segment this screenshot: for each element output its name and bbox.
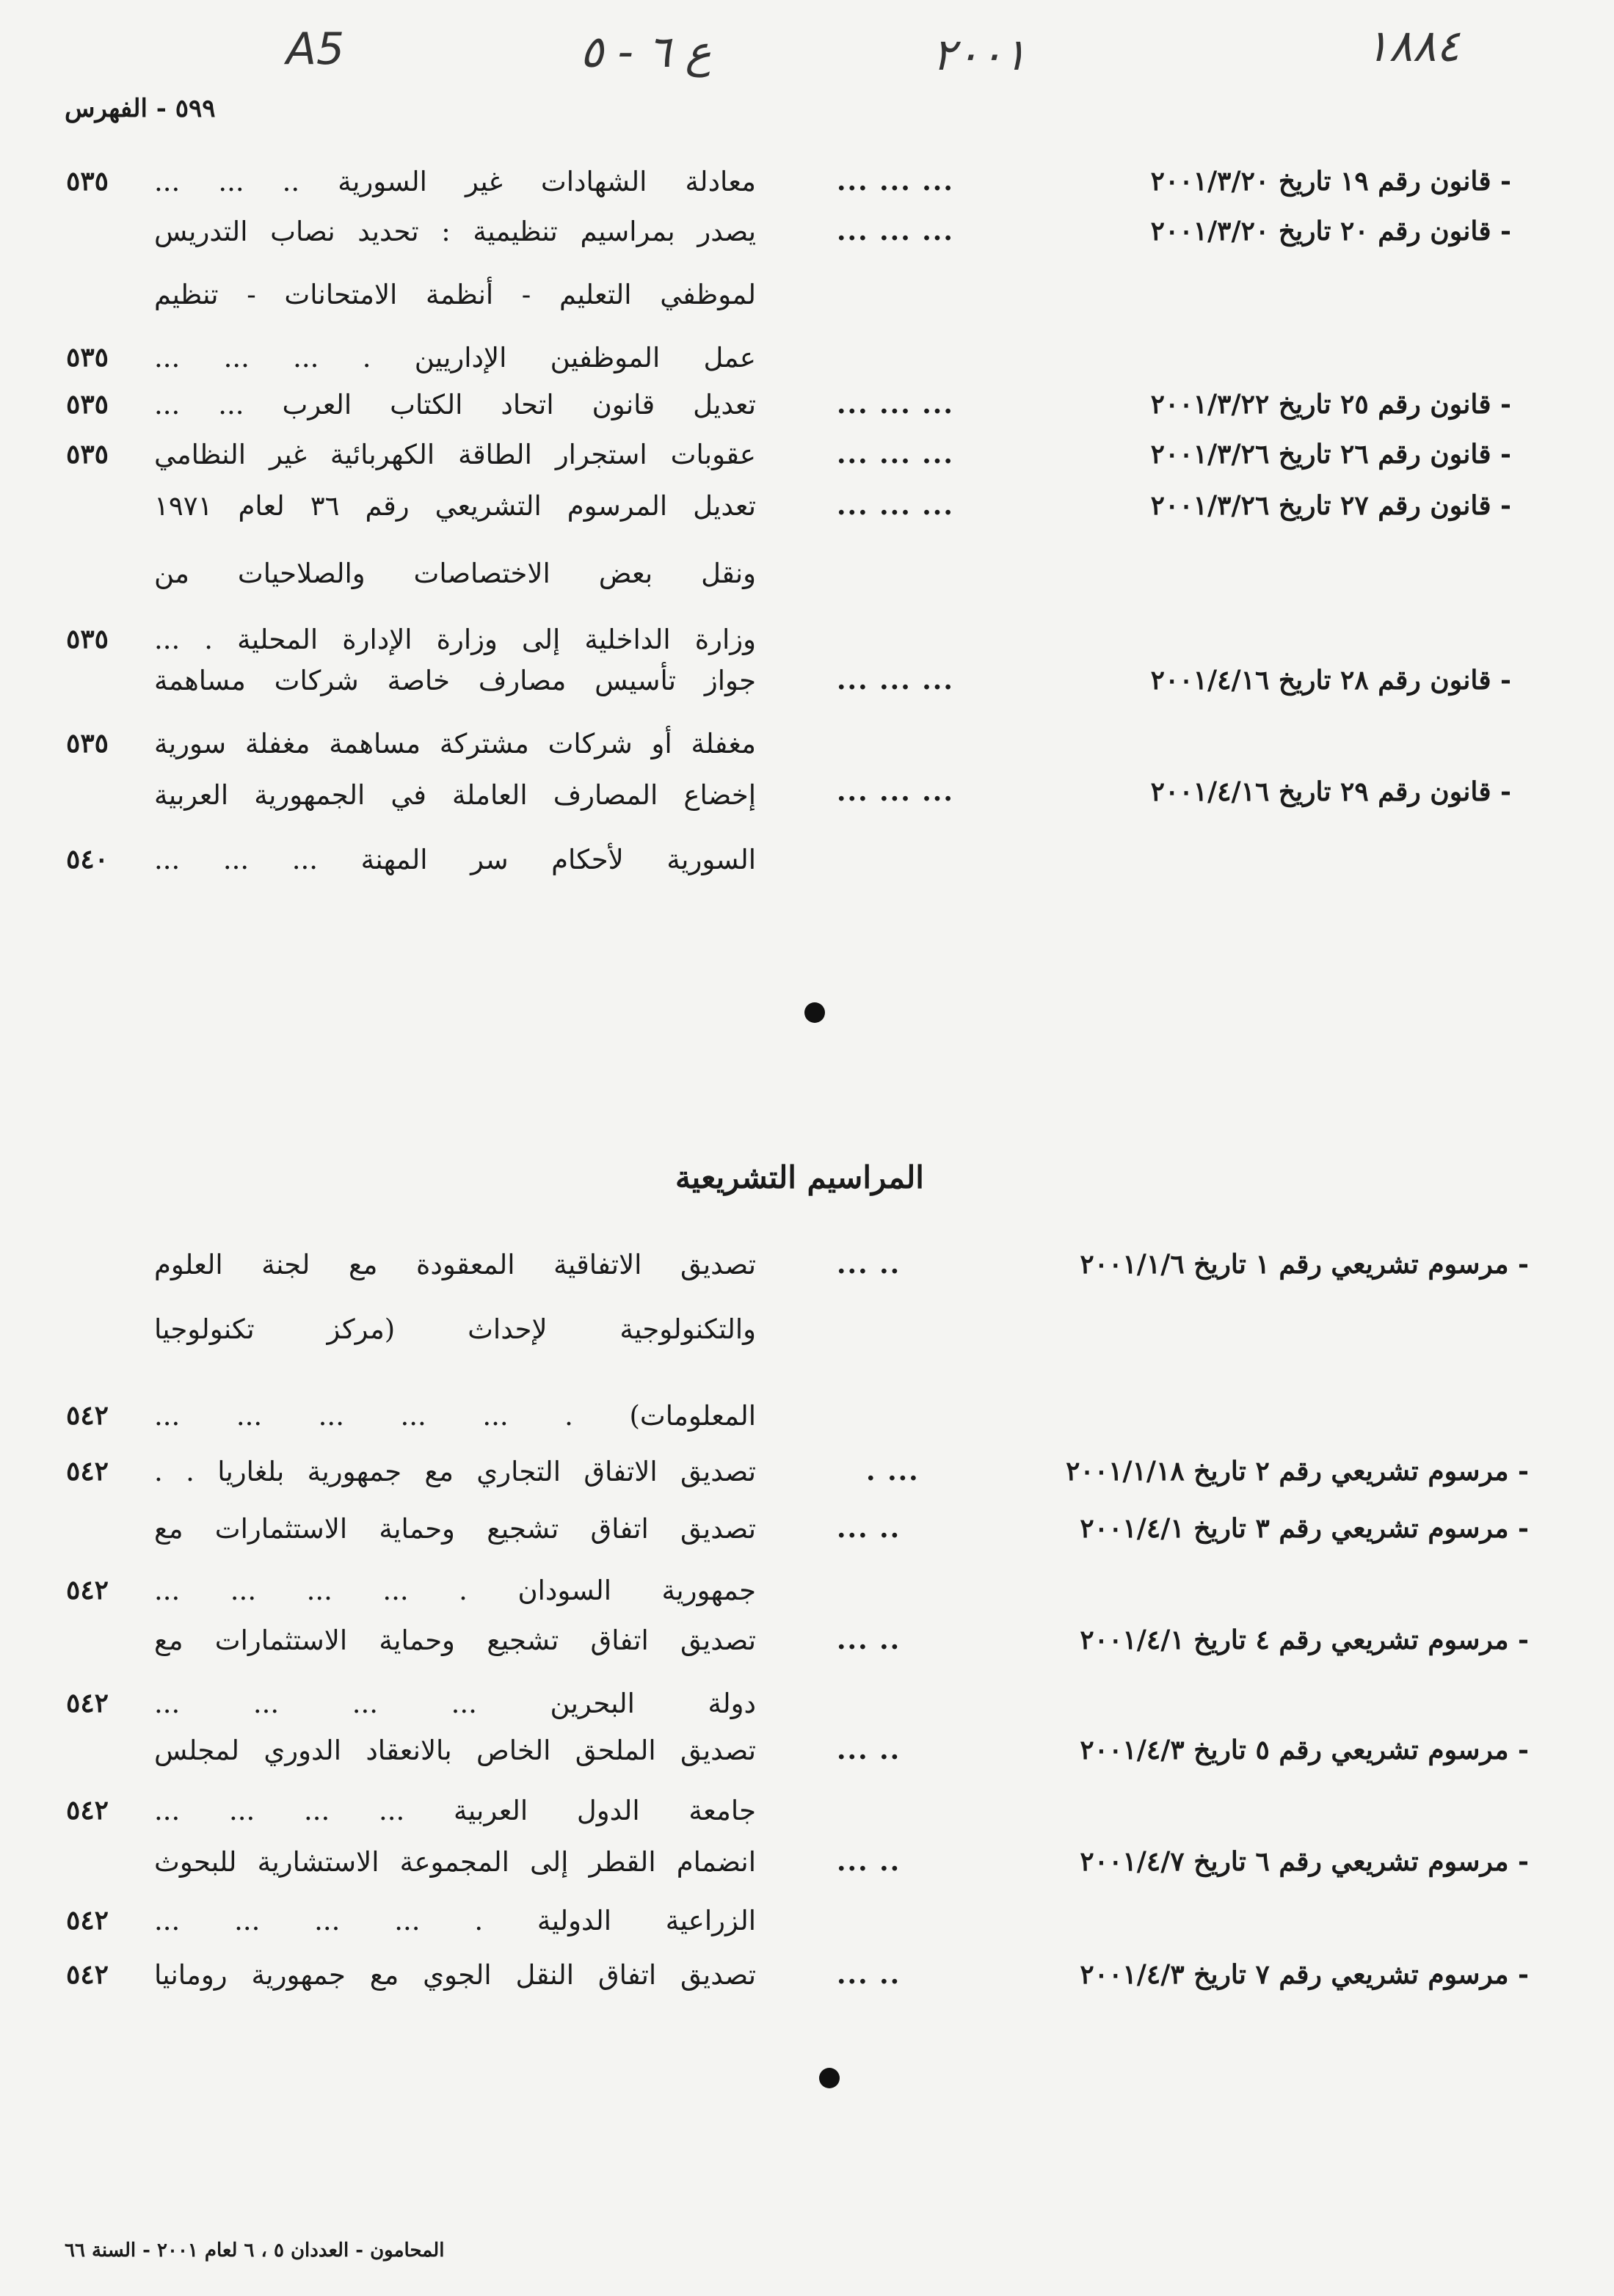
decree-description: تصديق الاتفاق التجاري مع جمهورية بلغاريا . .	[154, 1456, 756, 1487]
law-description: يصدر بمراسيم تنظيمية : تحديد نصاب التدريس	[154, 216, 756, 247]
decree-dots: ... ..	[837, 1513, 901, 1544]
law-description: تعديل المرسوم التشريعي رقم ٣٦ لعام ١٩٧١	[154, 490, 757, 522]
law-title: - قانون رقم ٢٦ تاريخ ٢٠٠١/٣/٢٦	[1150, 439, 1511, 470]
section-title: المراسيم التشريعية	[675, 1159, 924, 1195]
decree-description: تصديق اتفاق النقل الجوي مع جمهورية رومانيا	[154, 1959, 756, 1991]
handwritten-ref: ع ٦ - ٥	[580, 26, 712, 78]
law-dots: ... ... ...	[837, 490, 954, 521]
page-footer: المحامون - العددان ٥ ، ٦ لعام ٢٠٠١ - السنة ٦٦	[65, 2239, 445, 2262]
law-description: عقوبات استجرار الطاقة الكهربائية غير النظامي	[154, 439, 756, 470]
decree-description: تصديق اتفاق تشجيع وحماية الاستثمارات مع	[154, 1625, 756, 1656]
law-page: ٥٣٥	[66, 166, 109, 197]
decree-dots: . ...	[866, 1456, 920, 1487]
decree-page: ٥٤٢	[66, 1905, 109, 1936]
law-title: - قانون رقم ٢٨ تاريخ ٢٠٠١/٤/١٦	[1150, 665, 1511, 696]
law-dots: ... ... ...	[837, 389, 954, 420]
law-page: ٥٣٥	[66, 439, 109, 470]
law-description: معادلة الشهادات غير السورية .. ... ...	[154, 166, 756, 197]
decree-title: - مرسوم تشريعي رقم ٦ تاريخ ٢٠٠١/٤/٧	[1080, 1846, 1529, 1877]
decree-dots: ... ..	[837, 1249, 901, 1280]
decree-title: - مرسوم تشريعي رقم ٧ تاريخ ٢٠٠١/٤/٣	[1080, 1959, 1529, 1990]
decree-page: ٥٤٢	[66, 1688, 109, 1719]
decree-page: ٥٤٢	[66, 1795, 109, 1826]
law-description: وزارة الداخلية إلى وزارة الإدارة المحلية . ...	[154, 624, 756, 655]
handwritten-code: A5	[286, 23, 345, 75]
law-title: - قانون رقم ٢٧ تاريخ ٢٠٠١/٣/٢٦	[1150, 490, 1511, 521]
law-title: - قانون رقم ٢٠ تاريخ ٢٠٠١/٣/٢٠	[1150, 216, 1511, 247]
decree-dots: ... ..	[837, 1625, 901, 1655]
decree-dots: ... ..	[837, 1959, 901, 1990]
decree-title: - مرسوم تشريعي رقم ٢ تاريخ ٢٠٠١/١/١٨	[1066, 1456, 1529, 1487]
law-page: ٥٣٥	[66, 389, 109, 420]
law-title: - قانون رقم ١٩ تاريخ ٢٠٠١/٣/٢٠	[1150, 166, 1511, 197]
handwritten-number: ١٨٨٤	[1365, 21, 1460, 72]
section-bullet	[804, 1002, 825, 1023]
law-page: ٥٣٥	[66, 624, 109, 655]
law-description: ونقل بعض الاختصاصات والصلاحيات من	[154, 558, 756, 589]
decree-description: تصديق الاتفاقية المعقودة مع لجنة العلوم	[154, 1249, 756, 1280]
law-description: جواز تأسيس مصارف خاصة شركات مساهمة	[154, 665, 756, 696]
decree-description: والتكنولوجية لإحداث (مركز تكنولوجيا	[154, 1313, 756, 1345]
law-description: عمل الموظفين الإداريين . ... ... ...	[154, 342, 756, 373]
decree-title: - مرسوم تشريعي رقم ٥ تاريخ ٢٠٠١/٤/٣	[1080, 1735, 1529, 1765]
law-description: تعديل قانون اتحاد الكتاب العرب ... ...	[154, 389, 756, 420]
law-page: ٥٣٥	[66, 342, 109, 373]
decree-description: جمهورية السودان . ... ... ... ...	[154, 1575, 756, 1606]
law-page: ٥٣٥	[66, 728, 109, 759]
law-description: لموظفي التعليم - أنظمة الامتحانات - تنظيم	[154, 279, 756, 310]
law-title: - قانون رقم ٢٥ تاريخ ٢٠٠١/٣/٢٢	[1150, 389, 1511, 420]
law-description: مغفلة أو شركات مشتركة مساهمة مغفلة سورية	[154, 728, 756, 759]
decree-title: - مرسوم تشريعي رقم ٤ تاريخ ٢٠٠١/٤/١	[1080, 1625, 1529, 1655]
handwritten-year: ٢٠٠١	[932, 29, 1027, 81]
law-dots: ... ... ...	[837, 776, 954, 807]
decree-description: تصديق اتفاق تشجيع وحماية الاستثمارات مع	[154, 1513, 756, 1545]
decree-dots: ... ..	[837, 1735, 901, 1765]
decree-page: ٥٤٢	[66, 1959, 109, 1990]
law-title: - قانون رقم ٢٩ تاريخ ٢٠٠١/٤/١٦	[1150, 776, 1511, 807]
end-bullet	[819, 2068, 840, 2088]
decree-page: ٥٤٢	[66, 1575, 109, 1606]
decree-description: تصديق الملحق الخاص بالانعقاد الدوري لمجلس	[154, 1735, 756, 1766]
decree-title: - مرسوم تشريعي رقم ٣ تاريخ ٢٠٠١/٤/١	[1080, 1513, 1529, 1544]
page-header: ٥٩٩ - الفهرس	[65, 94, 216, 123]
decree-page: ٥٤٢	[66, 1456, 109, 1487]
decree-description: الزراعية الدولية . ... ... ... ...	[154, 1905, 756, 1936]
decree-page: ٥٤٢	[66, 1400, 109, 1431]
law-dots: ... ... ...	[837, 166, 954, 197]
law-dots: ... ... ...	[837, 439, 954, 470]
decree-description: المعلومات) . ... ... ... ... ...	[154, 1400, 756, 1432]
decree-description: انضمام القطر إلى المجموعة الاستشارية للبحوث	[154, 1846, 756, 1878]
decree-description: جامعة الدول العربية ... ... ... ...	[154, 1795, 756, 1826]
decree-description: دولة البحرين ... ... ... ...	[154, 1688, 756, 1719]
decree-title: - مرسوم تشريعي رقم ١ تاريخ ٢٠٠١/١/٦	[1080, 1249, 1529, 1280]
law-description: السورية لأحكام سر المهنة ... ... ...	[154, 844, 756, 875]
law-page: ٥٤٠	[66, 844, 109, 875]
law-dots: ... ... ...	[837, 665, 954, 696]
law-dots: ... ... ...	[837, 216, 954, 247]
law-description: إخضاع المصارف العاملة في الجمهورية العربية	[154, 779, 756, 811]
decree-dots: ... ..	[837, 1846, 901, 1877]
